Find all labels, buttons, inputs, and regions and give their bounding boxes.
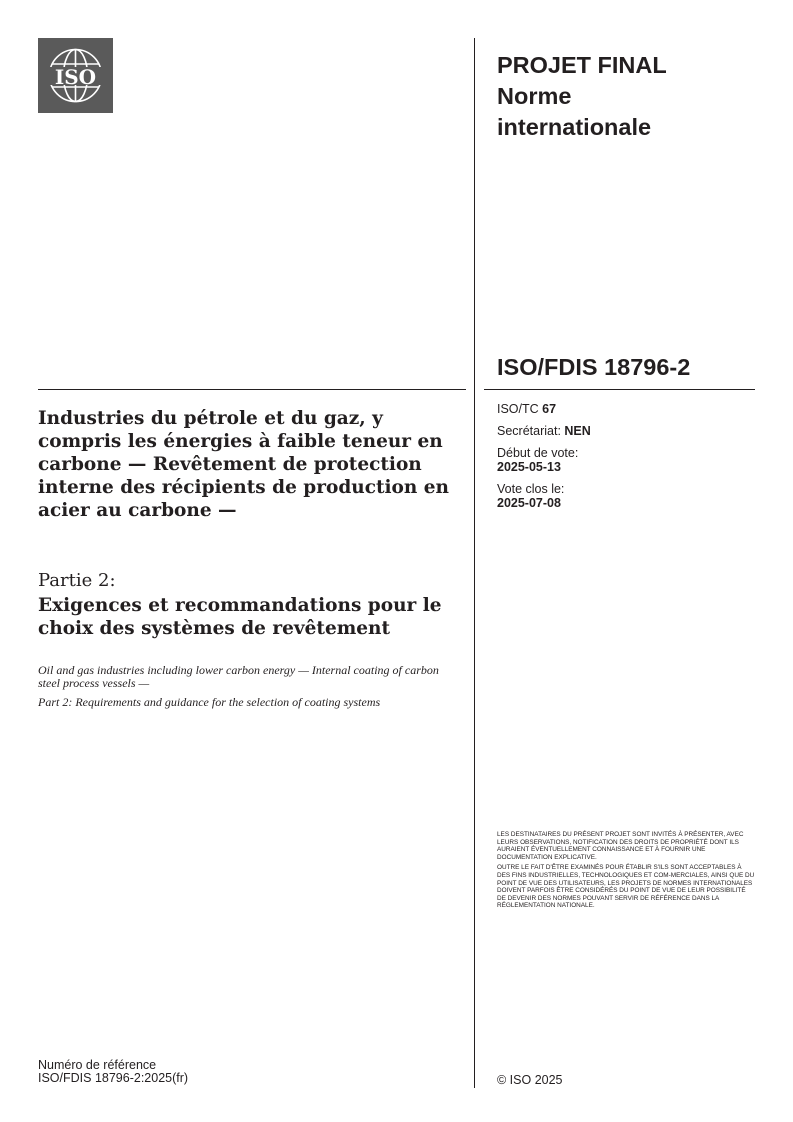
tc-label: ISO/TC [497,402,539,416]
reference-label: Numéro de référence [38,1058,157,1072]
document-number: ISO/FDIS 18796-2 [497,354,691,380]
vote-start-label: Début de vote: [497,446,579,460]
vote-start-value: 2025-05-13 [497,460,561,474]
secretariat-label: Secrétariat: [497,424,561,438]
document-status [497,50,667,143]
svg-text:ISO: ISO [54,65,97,89]
horizontal-divider-right [484,389,755,390]
status-line-2: Norme [497,83,572,109]
vote-end-label: Vote clos le: [497,482,565,496]
copyright-notice: © ISO 2025 [497,1073,563,1087]
notice-paragraph-1: LES DESTINATAIRES DU PRÉSENT PROJET SONT INVITÉS À PRÉSENTER, AVEC LEURS OBSERVATIONS, NOTIFICATION DES DROITS DE PROPRIÉTÉ DONT ILS AURAIENT ÉVENTUELLEMENT CONNAISSANCE ET À FOURNIR UNE DOCUMENTATION EXPLICATIVE. [497,831,744,861]
part-label: Partie 2: [38,570,116,591]
part-title: Exigences et recommandations pour le choix des systèmes de revêtement [38,595,442,639]
technical-committee [497,402,591,416]
status-line-3: internationale [497,114,652,140]
english-title [38,664,463,715]
globe-icon [38,38,113,113]
draft-notice [497,831,755,913]
status-line-1: PROJET FINAL [497,52,667,78]
reference-number [38,1059,188,1085]
document-metadata [497,402,591,518]
vote-end [497,482,591,510]
vote-start [497,446,591,474]
secretariat-value: NEN [564,424,591,438]
iso-logo [38,38,113,113]
vote-end-value: 2025-07-08 [497,496,561,510]
notice-paragraph-2: OUTRE LE FAIT D'ÊTRE EXAMINÉS POUR ÉTABLIR S'ILS SONT ACCEPTABLES À DES FINS INDUSTRIELLES, TECHNOLOGIQUES ET COM-MERCIALES, AINSI QUE DU POINT DE VUE DES UTILISATEURS, LES PROJETS DE NORMES INTERNATIONALES DOIVENT PARFOIS ÊTRE CONSIDÉRÉS DU POINT DE VUE DE LEUR POSSIBILITÉ DE DEVENIR DES NORMES POUVANT SERVIR DE RÉFÉRENCE DANS LA RÉGLEMENTATION NATIONALE. [497,864,755,910]
french-title: Industries du pétrole et du gaz, y compris les énergies à faible teneur en carbone — Revêtement de protection interne des récipients de production en acier au carbone — [38,408,450,521]
horizontal-divider-left [38,389,466,390]
tc-value: 67 [542,402,557,416]
english-title-main: Oil and gas industries including lower carbon energy — Internal coating of carbon steel process vessels — [38,663,439,690]
vertical-divider [474,38,475,1088]
english-title-part: Part 2: Requirements and guidance for the selection of coating systems [38,695,381,709]
reference-value: ISO/FDIS 18796-2:2025(fr) [38,1071,189,1085]
secretariat [497,424,591,438]
